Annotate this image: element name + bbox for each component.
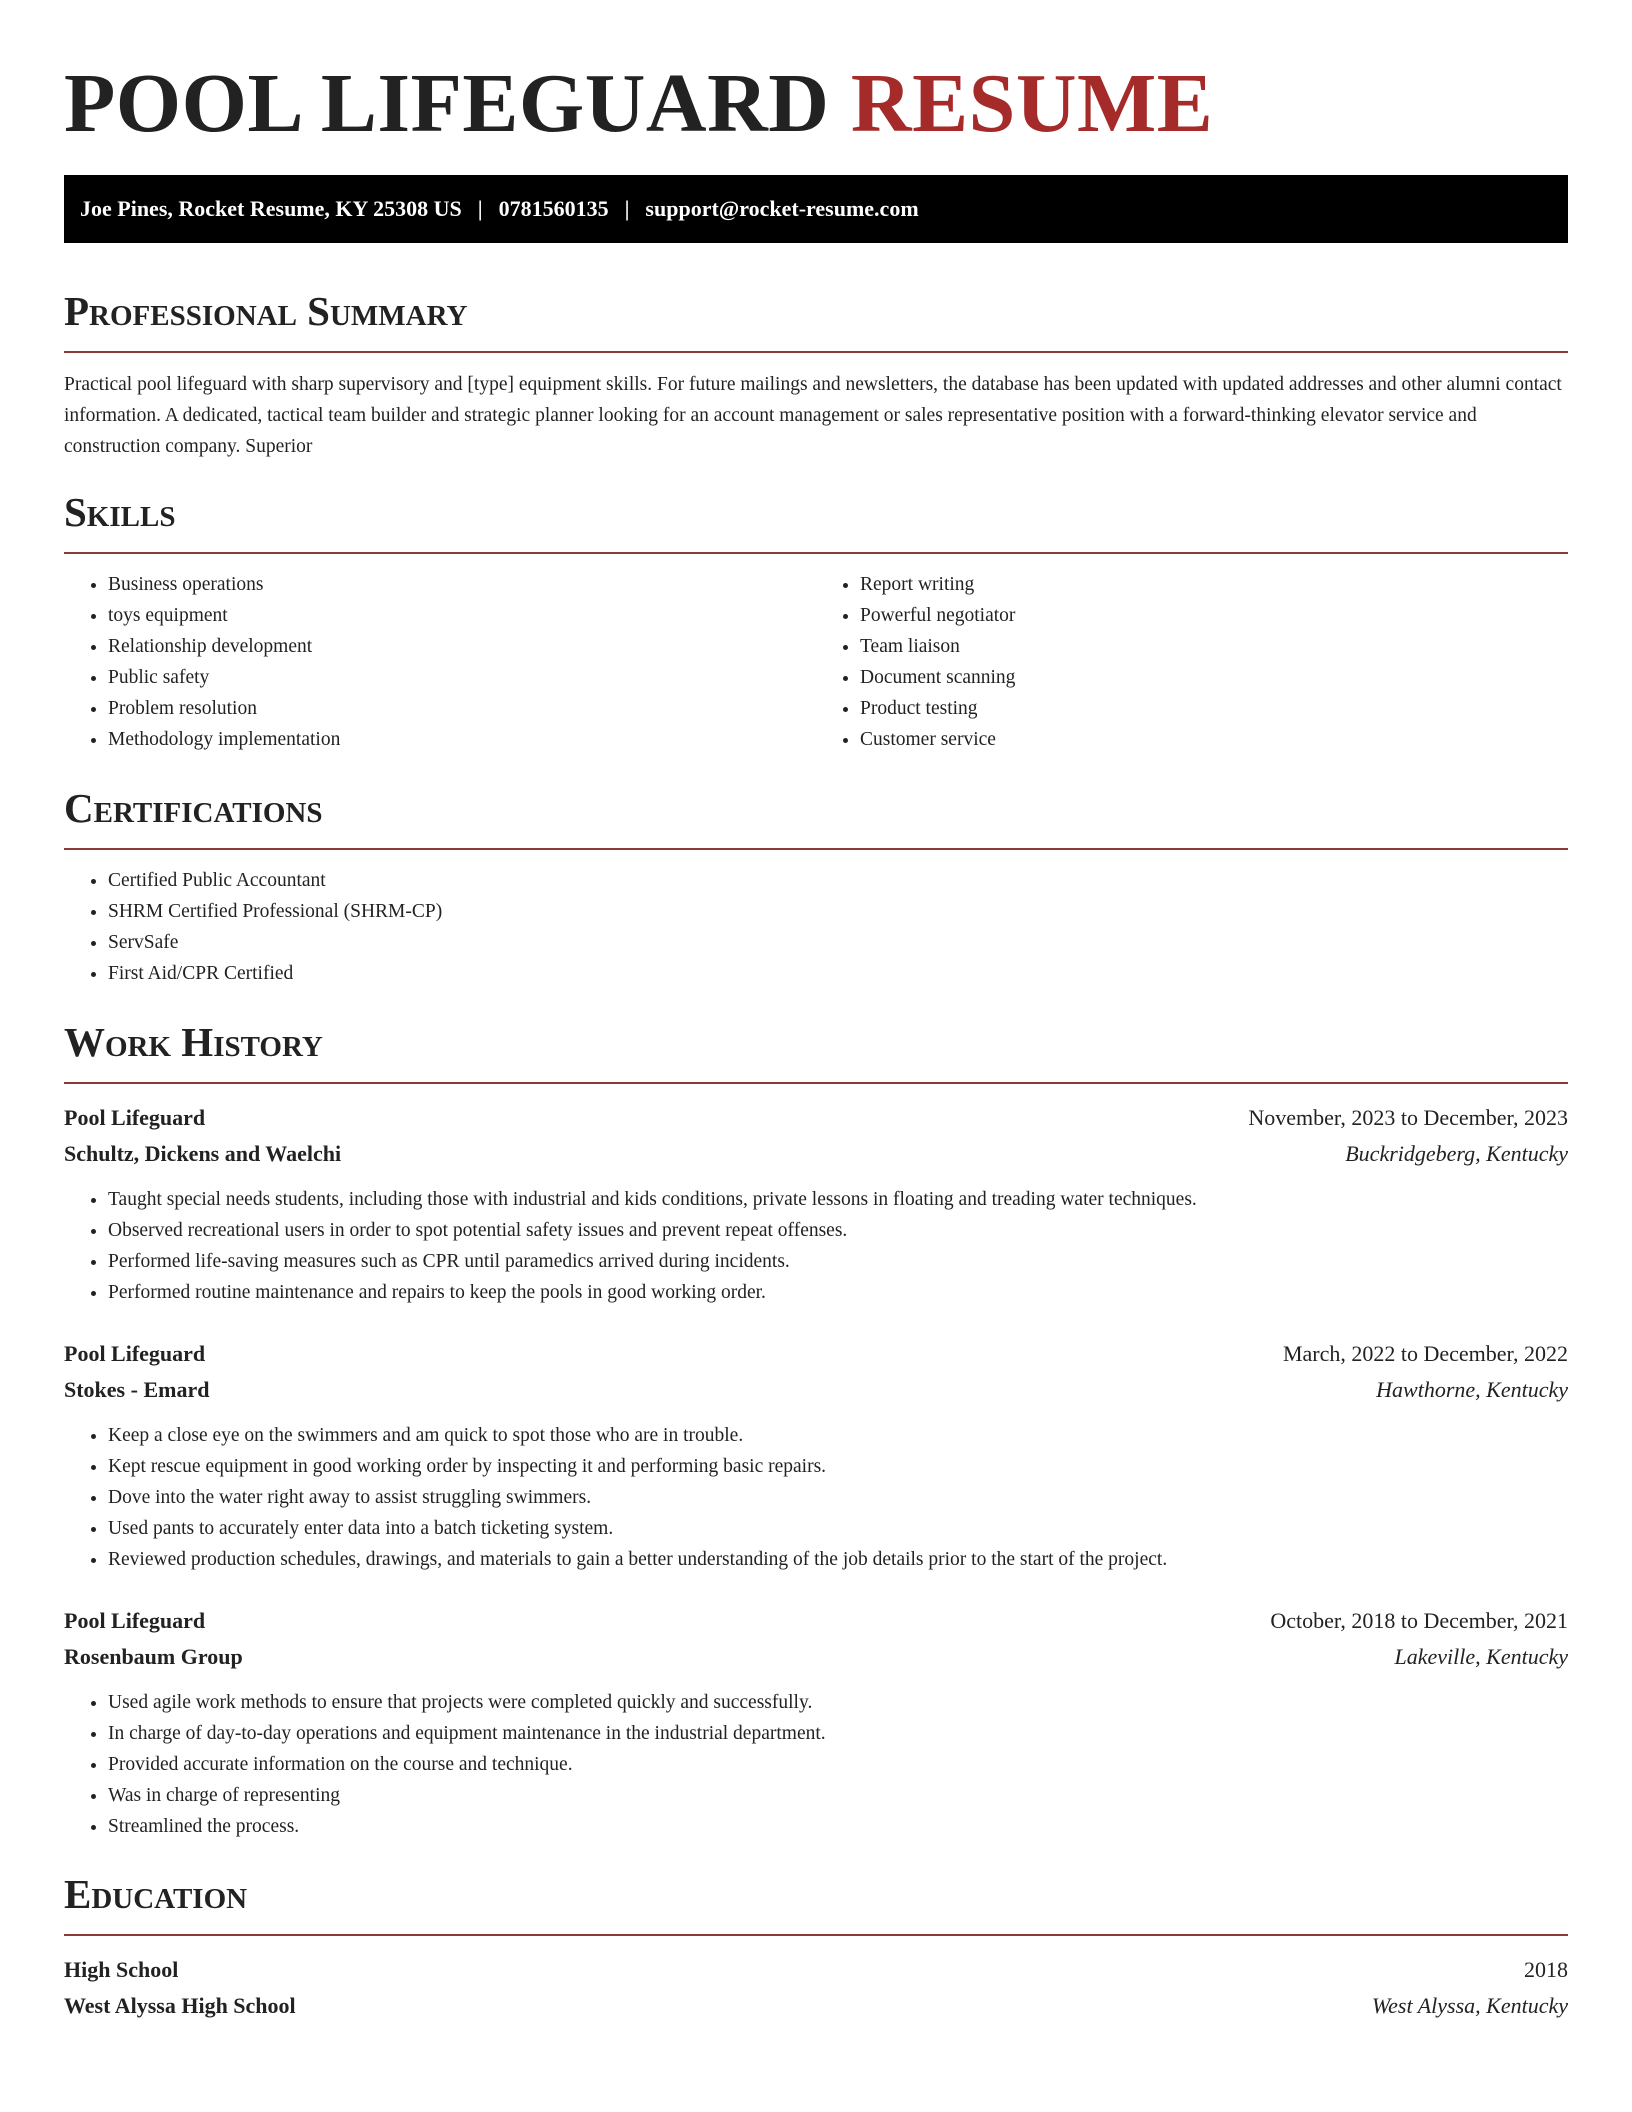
job-subheader — [64, 1136, 1568, 1172]
contact-address: Joe Pines, Rocket Resume, KY 25308 US — [80, 196, 462, 221]
education-degree: High School — [64, 1957, 179, 1982]
job-title: Pool Lifeguard — [64, 1341, 206, 1366]
job-entry — [64, 1336, 1568, 1575]
job-company: Schultz, Dickens and Waelchi — [64, 1141, 342, 1166]
skill-item: • Powerful negotiator — [860, 600, 1568, 631]
job-company: Stokes - Emard — [64, 1377, 210, 1402]
summary-heading: Professional Summary — [64, 288, 468, 334]
job-location: Lakeville, Kentucky — [1394, 1644, 1568, 1669]
section-divider — [64, 552, 1568, 554]
job-duty: • Was in charge of representing — [108, 1780, 1568, 1811]
job-duty: • Performed routine maintenance and repairs to keep the pools in good working order. — [108, 1277, 1568, 1308]
job-duty: • Used pants to accurately enter data into a batch ticketing system. — [108, 1513, 1568, 1544]
job-entry — [64, 1603, 1568, 1842]
skills-list-left — [64, 569, 816, 755]
job-duty: • Performed life-saving measures such as CPR until paramedics arrived during incidents. — [108, 1246, 1568, 1277]
education-heading: Education — [64, 1871, 248, 1917]
job-duty: • Kept rescue equipment in good working order by inspecting it and performing basic repairs. — [108, 1451, 1568, 1482]
skill-item: • Document scanning — [860, 662, 1568, 693]
summary-section — [64, 287, 1568, 462]
title-main: POOL LIFEGUARD — [64, 57, 830, 150]
resume-title — [64, 0, 1568, 150]
job-header — [64, 1603, 1568, 1639]
skills-list-right — [816, 569, 1568, 755]
work-history-heading: Work History — [64, 1019, 323, 1065]
skill-item: • Team liaison — [860, 631, 1568, 662]
contact-bar — [64, 175, 1568, 243]
job-duty: • Streamlined the process. — [108, 1811, 1568, 1842]
job-duty: • Dove into the water right away to assist struggling swimmers. — [108, 1482, 1568, 1513]
job-subheader — [64, 1372, 1568, 1408]
skill-item: • Problem resolution — [108, 693, 816, 724]
job-company: Rosenbaum Group — [64, 1644, 243, 1669]
job-title: Pool Lifeguard — [64, 1105, 206, 1130]
job-location: Buckridgeberg, Kentucky — [1345, 1141, 1568, 1166]
job-dates: March, 2022 to December, 2022 — [1282, 1341, 1568, 1366]
job-dates: October, 2018 to December, 2021 — [1270, 1608, 1568, 1633]
section-divider — [64, 848, 1568, 850]
education-entry — [64, 1952, 1568, 2024]
section-divider — [64, 1934, 1568, 1936]
job-duty: • Used agile work methods to ensure that projects were completed quickly and successfully. — [108, 1687, 1568, 1718]
certification-item: • Certified Public Accountant — [108, 865, 1568, 896]
job-title: Pool Lifeguard — [64, 1608, 206, 1633]
job-header — [64, 1100, 1568, 1136]
job-entry — [64, 1100, 1568, 1308]
certifications-heading: Certifications — [64, 785, 323, 831]
education-subheader — [64, 1988, 1568, 2024]
education-year: 2018 — [1524, 1957, 1568, 1982]
skills-section — [64, 488, 1568, 755]
skill-item: • Methodology implementation — [108, 724, 816, 755]
job-duties — [64, 1184, 1568, 1308]
certifications-list — [64, 865, 1568, 989]
skill-item: • Customer service — [860, 724, 1568, 755]
certification-item: • SHRM Certified Professional (SHRM-CP) — [108, 896, 1568, 927]
job-duty: • Observed recreational users in order to spot potential safety issues and prevent repeat offenses. — [108, 1215, 1568, 1246]
job-location: Hawthorne, Kentucky — [1376, 1377, 1568, 1402]
certification-item: • ServSafe — [108, 927, 1568, 958]
certification-item: • First Aid/CPR Certified — [108, 958, 1568, 989]
job-duty: • Reviewed production schedules, drawings, and materials to gain a better understanding of the job details prior to the start of the project. — [108, 1544, 1568, 1575]
education-location: West Alyssa, Kentucky — [1371, 1993, 1568, 2018]
job-duty: • Provided accurate information on the course and technique. — [108, 1749, 1568, 1780]
skill-item: • Business operations — [108, 569, 816, 600]
skills-columns — [64, 569, 1568, 755]
education-header — [64, 1952, 1568, 1988]
certifications-section — [64, 784, 1568, 989]
job-duty: • Keep a close eye on the swimmers and am quick to spot those who are in trouble. — [108, 1420, 1568, 1451]
skill-item: • Public safety — [108, 662, 816, 693]
job-duties — [64, 1420, 1568, 1575]
job-dates: November, 2023 to December, 2023 — [1248, 1105, 1568, 1130]
contact-separator: | — [477, 196, 483, 221]
education-section — [64, 1870, 1568, 2024]
summary-text: Practical pool lifeguard with sharp supervisory and [type] equipment skills. For future mailings and newsletters, the database has been updated with updated addresses and other alumni contact information. A dedicated, tactical team builder and strategic planner looking for an account management or sales representative position with a forward-thinking elevator service and construction company. Superior — [64, 374, 1562, 457]
skills-heading: Skills — [64, 489, 176, 535]
section-divider — [64, 351, 1568, 353]
job-duty: • In charge of day-to-day operations and equipment maintenance in the industrial department. — [108, 1718, 1568, 1749]
contact-phone: 0781560135 — [498, 196, 609, 221]
job-subheader — [64, 1639, 1568, 1675]
title-accent: RESUME — [850, 57, 1214, 150]
work-history-section — [64, 1018, 1568, 1842]
job-duties — [64, 1687, 1568, 1842]
contact-separator: | — [624, 196, 630, 221]
skill-item: • Relationship development — [108, 631, 816, 662]
job-header — [64, 1336, 1568, 1372]
skill-item: • Report writing — [860, 569, 1568, 600]
skill-item: • toys equipment — [108, 600, 816, 631]
skill-item: • Product testing — [860, 693, 1568, 724]
contact-email: support@rocket-resume.com — [645, 196, 919, 221]
job-duty: • Taught special needs students, including those with industrial and kids conditions, private lessons in floating and treading water techniques. — [108, 1184, 1568, 1215]
section-divider — [64, 1082, 1568, 1084]
education-school: West Alyssa High School — [64, 1993, 296, 2018]
